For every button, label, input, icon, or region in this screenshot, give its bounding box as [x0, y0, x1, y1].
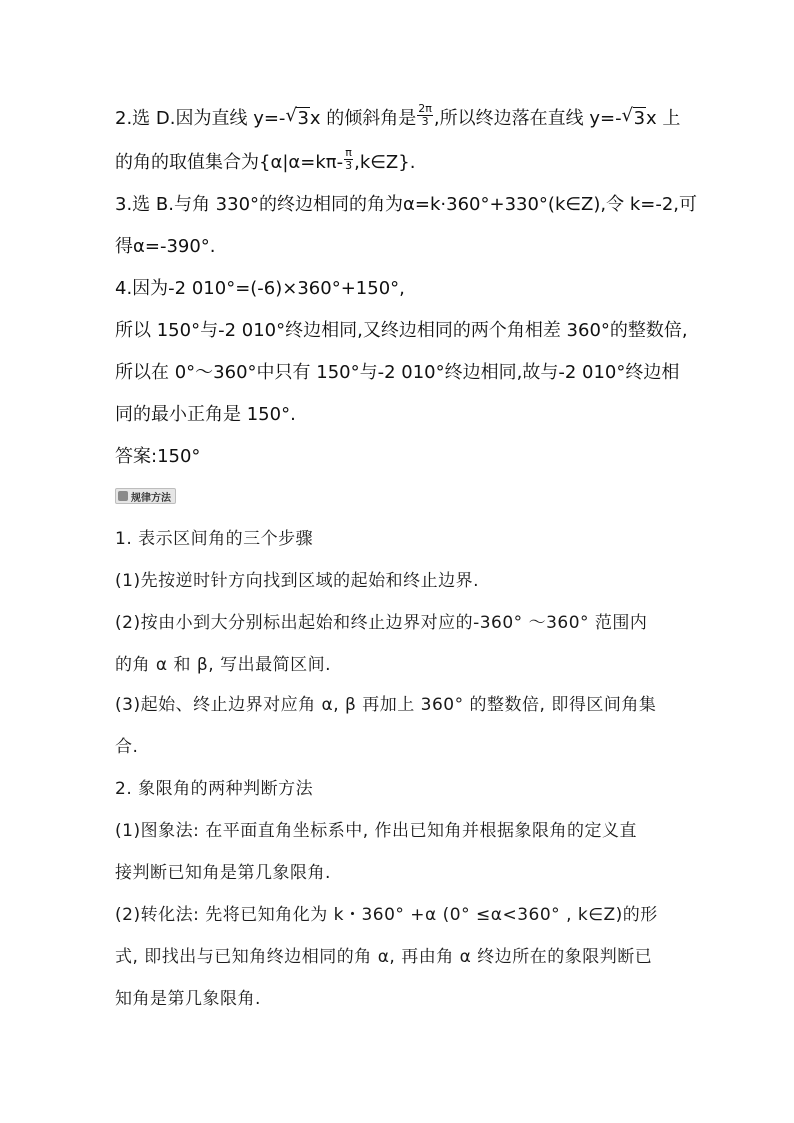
answer-3-line-2: 得α=-390°.: [115, 236, 216, 257]
section-1-line-1: (1)先按逆时针方向找到区域的起始和终止边界.: [115, 571, 479, 591]
section-1-line-2: (2)按由小到大分别标出起始和终止边界对应的-360° ～360° 范围内: [115, 613, 648, 633]
section-1-line-3: 的角 α 和 β, 写出最简区间.: [115, 655, 331, 675]
answer-4-line-3: 所以在 0°～360°中只有 150°与-2 010°终边相同,故与-2 010°终边相: [115, 362, 680, 383]
method-badge: [115, 488, 176, 504]
section-2-line-1: (1)图象法: 在平面直角坐标系中, 作出已知角并根据象限角的定义直: [115, 821, 638, 841]
section-1-line-5: 合.: [115, 737, 139, 757]
answer-2-text: 的角的取值集合为{α|α=kπ-: [115, 152, 344, 173]
section-2-line-5: 知角是第几象限角.: [115, 989, 261, 1009]
section-2-title: 2. 象限角的两种判断方法: [115, 779, 314, 799]
answer-4-line-4: 同的最小正角是 150°.: [115, 404, 296, 425]
answer-2-text: ,所以终边落在直线 y=-: [433, 108, 622, 129]
answer-2-text: 2.选 D.因为直线 y=-: [115, 108, 286, 129]
sqrt-symbol: √ 3: [621, 105, 646, 129]
answer-2-line-2: [115, 145, 416, 176]
answer-2-line-1: [115, 101, 681, 132]
fraction: $\frac{\pi}{3}$: [345, 145, 353, 172]
answer-3-line-1: 3.选 B.与角 330°的终边相同的角为α=k·360°+330°(k∈Z),令 k=-2,可: [115, 194, 698, 215]
answer-4-line-2: 所以 150°与-2 010°终边相同,又终边相同的两个角相差 360°的整数倍,: [115, 320, 688, 341]
section-2-line-2: 接判断已知角是第几象限角.: [115, 863, 331, 883]
book-icon: [118, 491, 128, 501]
answer-2-text: x 的倾斜角是: [309, 108, 417, 129]
sqrt-symbol: √ 3: [285, 105, 309, 129]
section-1-line-4: (3)起始、终止边界对应角 α, β 再加上 360° 的整数倍, 即得区间角集: [115, 695, 657, 715]
section-2-line-3: (2)转化法: 先将已知角化为 k・360° +α (0° ≤α<360° , k∈Z)的形: [115, 905, 658, 925]
section-2-line-4: 式, 即找出与已知角终边相同的角 α, 再由角 α 终边所在的象限判断已: [115, 947, 653, 967]
answer-label: 答案:150°: [115, 446, 201, 467]
answer-2-text: x 上: [646, 108, 681, 129]
answer-2-text: ,k∈Z}.: [354, 152, 416, 173]
section-1-title: 1. 表示区间角的三个步骤: [115, 529, 314, 549]
answer-4-line-1: 4.因为-2 010°=(-6)×360°+150°,: [115, 278, 405, 299]
fraction: $\frac{2\pi}{3}$: [418, 101, 432, 128]
method-badge-label: 规律方法: [131, 492, 171, 504]
